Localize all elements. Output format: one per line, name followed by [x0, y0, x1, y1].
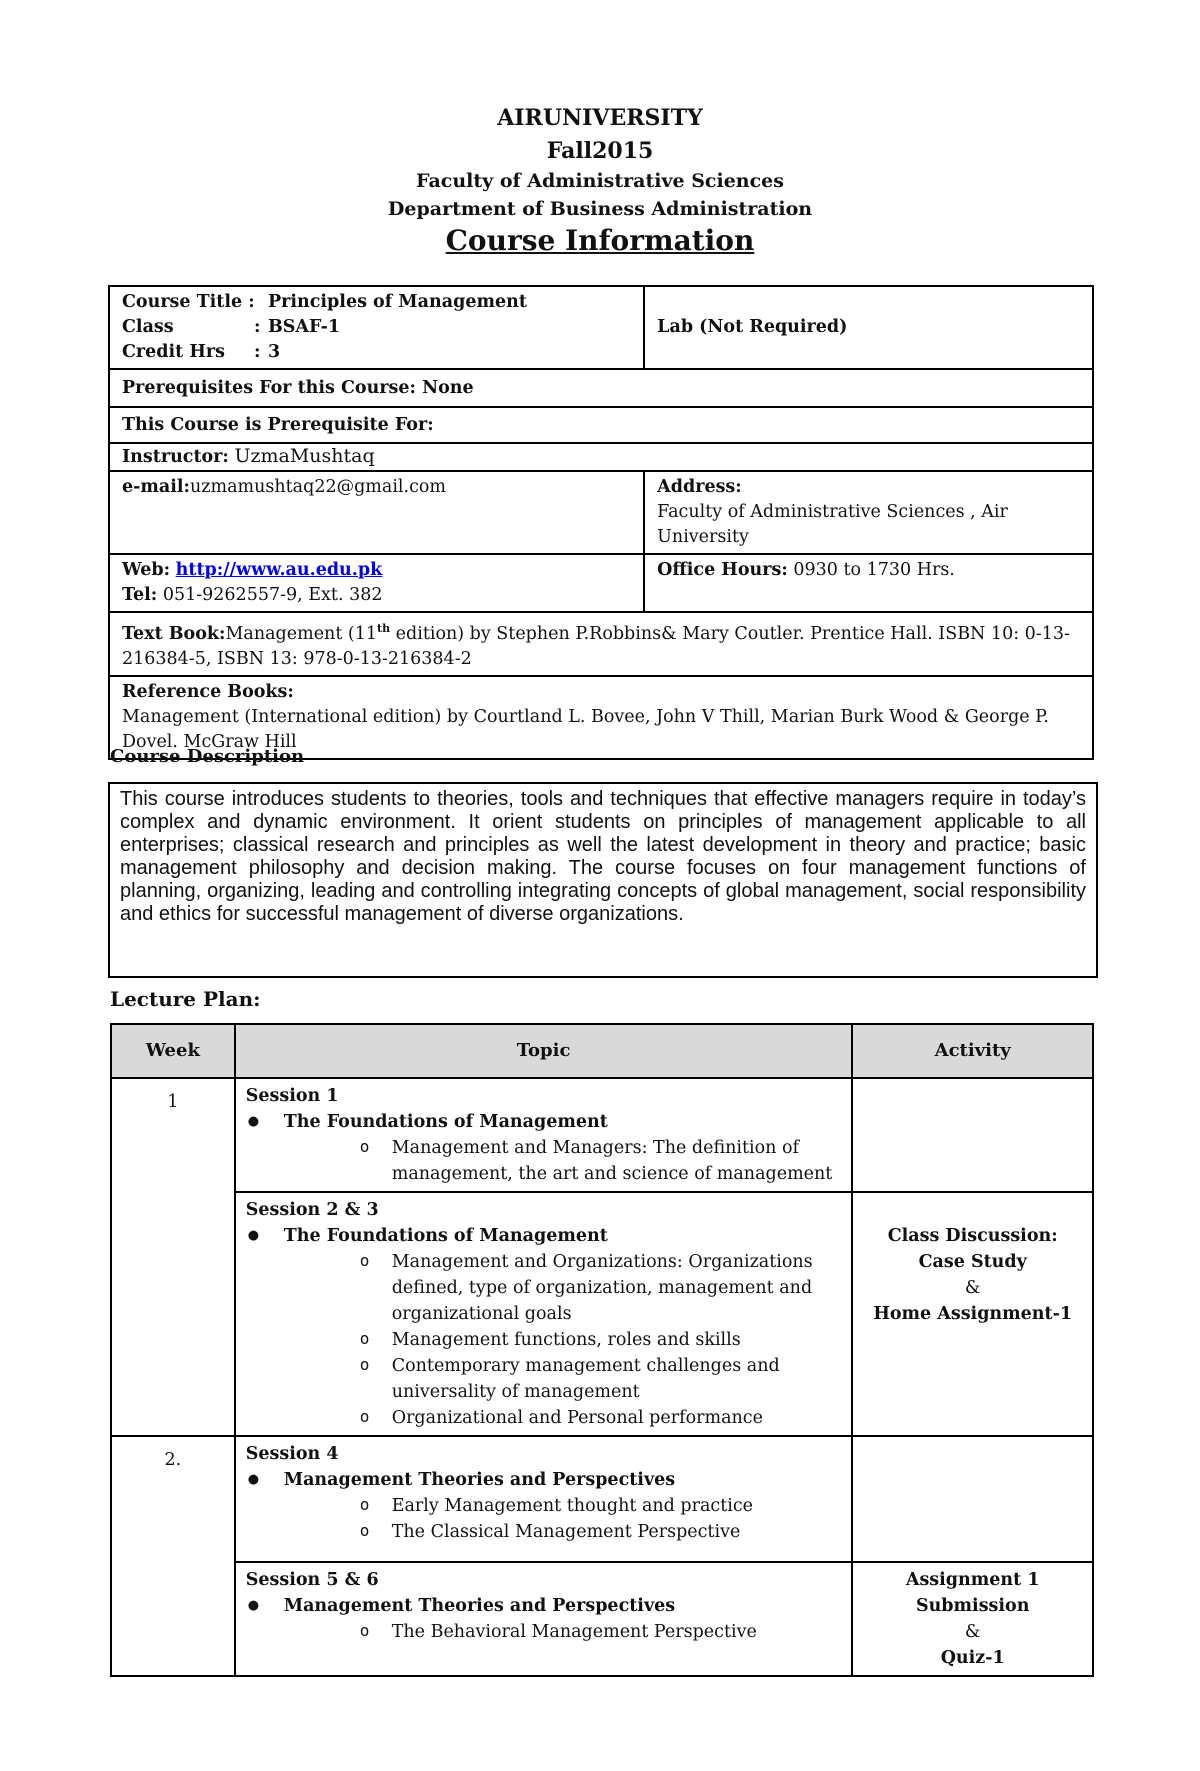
- list-item: o Contemporary management challenges and universality of management: [392, 1353, 842, 1405]
- subtopic-list: [246, 1493, 842, 1545]
- prerequisites-cell: [109, 369, 1093, 407]
- lab-requirement: Lab (Not Required): [657, 317, 848, 337]
- course-description-text: This course introduces students to theories, tools and techniques that effective managers require in today’s complex and dynamic environment. It orient students on principles of management applicable to all enterprises; classical research and principles as well the latest development in theory and practice; basic management philosophy and decision making. The course focuses on four management functions of planning, organizing, leading and controlling integrating concepts of global management, social responsibility and ethics for successful management of diverse organizations.: [120, 788, 1086, 925]
- credit-hrs-separator: :: [254, 342, 261, 362]
- list-item: o Management and Managers: The definition of management, the art and science of management: [392, 1135, 842, 1187]
- list-item: o Organizational and Personal performance: [392, 1405, 842, 1431]
- textbook-cell: [109, 612, 1093, 676]
- credit-hrs-value: 3: [268, 342, 281, 362]
- textbook-details: edition) by Stephen P.Robbins& Mary Coutler. Prentice Hall. ISBN 10: 0-13-216384-5, ISBN 13: 978-0-13-216384-2: [122, 623, 1070, 669]
- semester: Fall2015: [546, 138, 654, 164]
- week-column-header: Week: [111, 1024, 235, 1078]
- textbook-edition-sup: th: [377, 622, 391, 635]
- prerequisites-text: Prerequisites For this Course: None: [122, 377, 474, 398]
- office-hours-label: Office Hours:: [657, 560, 788, 580]
- table-row: [111, 1562, 1093, 1676]
- university-name: AIRUNIVERSITY: [497, 105, 703, 131]
- activity-cell: [852, 1562, 1093, 1676]
- topic-heading: ● Management Theories and Perspectives: [246, 1593, 842, 1619]
- course-description-heading: Course Description: [110, 746, 305, 767]
- topic-cell: [235, 1192, 853, 1436]
- credit-hrs-label: Credit Hrs: [122, 342, 225, 362]
- session-label: Session 2 & 3: [245, 1200, 379, 1220]
- list-item: o Early Management thought and practice: [392, 1493, 842, 1519]
- table-row: [111, 1436, 1093, 1562]
- course-title-label: Course Title :: [122, 292, 255, 312]
- faculty-name: Faculty of Administrative Sciences: [416, 170, 784, 192]
- address-cell: [644, 471, 1093, 554]
- course-title-value: Principles of Management: [268, 292, 527, 312]
- topic-cell: [235, 1078, 853, 1192]
- reference-books-value: Management (International edition) by Courtland L. Bovee, John V Thill, Marian Burk Wood & George P. Dovel. McGraw Hill: [122, 706, 1049, 752]
- list-item: o Management and Organizations: Organizations defined, type of organization, management and organizational goals: [392, 1249, 842, 1327]
- office-hours-value: 0930 to 1730 Hrs.: [793, 560, 955, 580]
- topic-heading: ● The Foundations of Management: [246, 1109, 842, 1135]
- prerequisite-for-text: This Course is Prerequisite For:: [122, 414, 434, 435]
- session-label: Session 4: [245, 1444, 339, 1464]
- course-description-box: [108, 782, 1098, 978]
- table-row: [111, 1192, 1093, 1436]
- course-info-table: [108, 285, 1094, 760]
- topic-heading: ● Management Theories and Perspectives: [246, 1467, 842, 1493]
- activity-cell: [852, 1192, 1093, 1436]
- lecture-plan-heading: Lecture Plan:: [110, 987, 261, 1011]
- list-item: o Management functions, roles and skills: [392, 1327, 842, 1353]
- lecture-plan-table: [110, 1023, 1094, 1677]
- list-item: o The Behavioral Management Perspective: [392, 1619, 842, 1645]
- topic-heading: ● The Foundations of Management: [246, 1223, 842, 1249]
- prerequisite-for-cell: [109, 407, 1093, 443]
- activity-line: &: [964, 1622, 981, 1642]
- textbook-label: Text Book:: [122, 623, 226, 644]
- tel-label: Tel:: [122, 585, 158, 605]
- activity-line: &: [964, 1278, 981, 1298]
- web-link[interactable]: http://www.au.edu.pk: [175, 560, 383, 580]
- contact-cell: [109, 554, 644, 612]
- email-label: e-mail:: [122, 477, 191, 497]
- subtopic-list: [246, 1619, 842, 1645]
- table-row: [111, 1078, 1093, 1192]
- department-name: Department of Business Administration: [387, 198, 813, 220]
- activity-line: Assignment 1: [905, 1570, 1040, 1590]
- list-item: o The Classical Management Perspective: [392, 1519, 842, 1545]
- reference-books-label: Reference Books:: [122, 681, 294, 702]
- subtopic-list: [246, 1249, 842, 1431]
- instructor-cell: [109, 443, 1093, 471]
- address-label: Address:: [657, 477, 742, 497]
- tel-value: 051-9262557-9, Ext. 382: [162, 585, 383, 605]
- activity-cell: [852, 1436, 1093, 1562]
- course-basics-cell: [109, 286, 644, 369]
- week-cell: 1: [111, 1078, 235, 1436]
- class-separator: :: [254, 317, 261, 337]
- topic-cell: [235, 1436, 853, 1562]
- week-cell: 2.: [111, 1436, 235, 1676]
- activity-line: Quiz-1: [940, 1648, 1005, 1668]
- class-value: BSAF-1: [268, 317, 341, 337]
- activity-line: Home Assignment-1: [873, 1304, 1073, 1324]
- page-title: Course Information: [445, 224, 755, 257]
- textbook-title: Management (11: [225, 623, 378, 644]
- activity-line: Class Discussion: Case Study: [887, 1226, 1058, 1272]
- session-label: Session 1: [245, 1086, 339, 1106]
- topic-cell: [235, 1562, 853, 1676]
- lab-cell: [644, 286, 1093, 369]
- class-label: Class: [122, 317, 174, 337]
- office-hours-cell: [644, 554, 1093, 612]
- address-value: Faculty of Administrative Sciences , Air University: [657, 502, 1008, 547]
- activity-column-header: Activity: [852, 1024, 1093, 1078]
- email-value: uzmamushtaq22@gmail.com: [190, 477, 447, 497]
- topic-column-header: Topic: [235, 1024, 853, 1078]
- activity-line: Submission: [915, 1596, 1030, 1616]
- subtopic-list: [246, 1135, 842, 1187]
- activity-cell: [852, 1078, 1093, 1192]
- instructor-label: Instructor:: [122, 447, 229, 467]
- session-label: Session 5 & 6: [245, 1570, 379, 1590]
- instructor-name: UzmaMushtaq: [234, 445, 375, 467]
- web-label: Web:: [122, 560, 171, 580]
- email-cell: [109, 471, 644, 554]
